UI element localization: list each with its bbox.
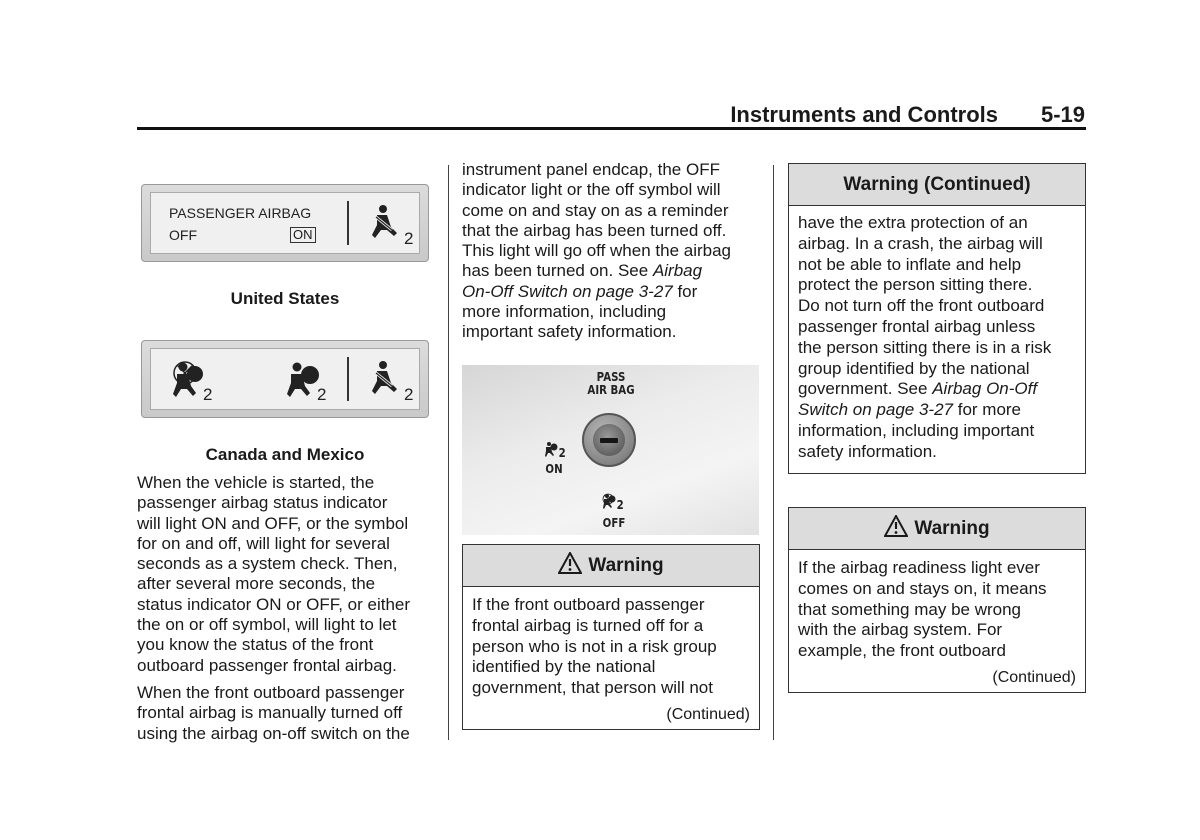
page-number: 5-19 [1040,102,1085,127]
warning-title: Warning [588,555,664,576]
pass-airbag-label [585,371,638,397]
cross-reference: Switch on page 3-27 [798,400,953,420]
warning-header [789,508,1085,550]
photo-label-line: AIR BAG [587,383,635,397]
text-line: Do not turn off the front outboard [798,296,1045,316]
warning-continued-body [798,213,1079,463]
text-line: This light will go off when the airbag [462,241,732,261]
text-line: protect the person sitting there. [798,275,1033,295]
warning-triangle-icon [884,511,908,553]
text-line: status indicator ON or OFF, or either [137,594,411,614]
text-line: safety information. [798,441,937,461]
header-rule [137,127,1086,130]
seat-number: 2 [317,385,327,404]
text-line: If the front outboard passenger [472,595,705,614]
text-line: indicator light or the off symbol will [462,180,721,200]
text-line: using the airbag on-off switch on the [137,723,410,743]
key-lock-switch [582,413,636,467]
airbag-switch-photo [462,365,759,535]
warning-body [472,595,753,699]
section-title: Instruments and Controls [730,102,998,127]
airbag-off-icon [602,493,618,516]
warning-box-readiness [788,507,1086,693]
on-indicator: ON [290,227,316,243]
seatbelt-icon [367,359,407,404]
text-line [462,282,731,302]
seat-number: 2 [404,229,414,248]
text-line: not be able to inflate and help [798,254,1022,274]
key-slot [600,438,618,443]
cross-reference: Airbag On-Off [932,379,1038,399]
panel-divider [347,201,349,245]
text-line: outboard passenger frontal airbag. [137,655,397,675]
text-line: If the airbag readiness light ever [798,558,1040,577]
text-line: instrument panel endcap, the OFF [462,160,720,179]
caption-united-states: United States [230,289,340,308]
seat-number: 2 [558,446,566,460]
text-line: come on and stay on as a reminder [462,200,729,220]
text-line: important safety information. [462,322,677,342]
text-line [798,400,1079,421]
continued-label: (Continued) [992,669,1076,686]
text-line: passenger frontal airbag unless [798,316,1036,336]
text-line: more information, including [462,302,667,322]
text-line: identified by the national [472,657,656,677]
text-span: for [672,281,698,301]
indicator-panel-us [141,184,429,262]
warning-header [463,545,759,587]
column-divider [448,165,449,740]
text-line: comes on and stays on, it means [798,578,1047,598]
key-lock-cylinder [593,424,625,456]
off-indicator: OFF [169,227,197,243]
cross-reference: Airbag [652,261,703,281]
text-line: after several more seconds, the [137,574,376,594]
warning-box [462,544,760,730]
text-line: When the vehicle is started, the [137,473,375,492]
text-line: When the front outboard passenger [137,683,405,702]
text-line: frontal airbag is turned off for a [472,615,704,635]
text-line: that something may be wrong [798,599,1022,619]
text-line: seconds as a system check. Then, [137,554,398,574]
seat-number: 2 [203,385,213,404]
photo-label-line: PASS [596,370,626,384]
text-line: will light ON and OFF, or the symbol [137,513,409,533]
continued-label: (Continued) [666,706,750,723]
passenger-airbag-label: PASSENGER AIRBAG [169,205,312,221]
airbag-off-paragraph [137,683,410,744]
text-line: with the airbag system. For [798,620,1003,640]
text-line [798,379,1079,400]
text-line: frontal airbag is manually turned off [137,703,403,723]
text-line: have the extra protection of an [798,213,1028,232]
column-divider [773,165,774,740]
indicator-panel-canada-mexico [141,340,429,418]
text-line: person who is not in a risk group [472,636,717,656]
text-span: for more [953,400,1022,420]
text-line: the person sitting there is in a risk [798,337,1052,357]
seat-number: 2 [616,498,624,512]
text-line: information, including important [798,420,1035,440]
panel-divider [347,357,349,401]
warning-triangle-icon [558,548,582,590]
warning-title: Warning [914,518,990,539]
text-line: for on and off, will light for several [137,533,390,553]
status-indicator-paragraph [137,473,410,676]
seat-number: 2 [404,385,414,404]
text-line: you know the status of the front [137,635,374,655]
warning-body [798,558,1079,662]
text-line: the on or off symbol, will light to let [137,615,397,635]
caption-canada-mexico: Canada and Mexico [205,445,365,464]
text-line: airbag. In a crash, the airbag will [798,233,1043,253]
seatbelt-icon [367,203,407,248]
text-line: government, that person will not [472,678,713,698]
text-line: passenger airbag status indicator [137,493,388,513]
airbag-off-paragraph-continued [462,160,731,343]
warning-continued-header: Warning (Continued) [789,164,1085,206]
airbag-on-icon [544,441,560,464]
text-span: government. See [798,379,933,399]
on-label: ON [545,462,563,476]
text-line: example, the front outboard [798,641,1006,661]
off-label: OFF [602,516,626,530]
text-line: group identified by the national [798,358,1030,378]
cross-reference: On-Off Switch on page 3-27 [462,281,673,301]
text-line: that the airbag has been turned off. [462,220,727,240]
text-line [462,261,731,281]
warning-continued-box [788,163,1086,474]
text-span: has been turned on. See [462,261,653,281]
